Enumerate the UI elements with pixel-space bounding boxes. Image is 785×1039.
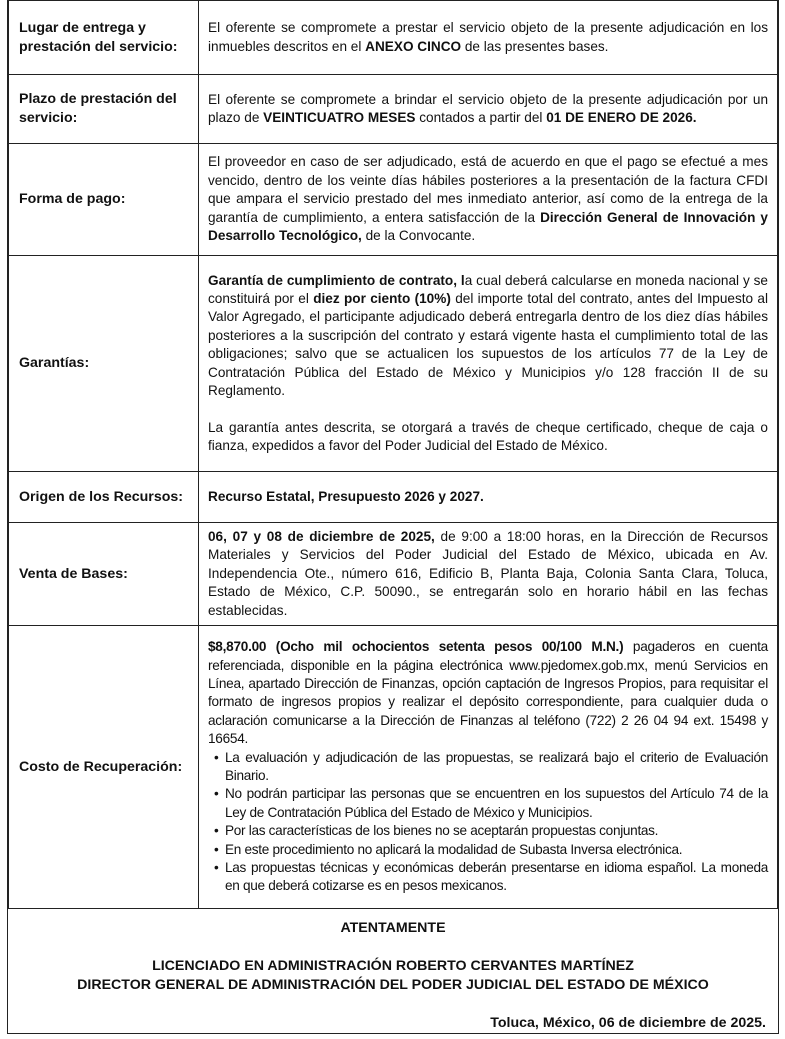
bold-text: ANEXO CINCO [365,38,462,54]
bold-text: VEINTICUATRO MESES [263,110,416,125]
label-venta: Venta de Bases: [9,523,199,626]
bold-text: diez por ciento (10%) [313,291,451,307]
text: pagaderos en cuenta referenciada, disponible en la página electrónica www.pjedomex.gob.mx, menú Servicios en Línea, apartado Dirección de Finanzas, opción captación de Ingresos Propios, para requisitar el formato de ingresos propios y realizar el depósito correspondiente, para cualquier duda o aclaración comunicarse a la Dirección de Finanzas al teléfono (722) 2 26 04 94 ext. 15498 y 16654. [208,639,768,747]
value-plazo [199,75,778,144]
text: del importe total del contrato, antes del Impuesto al Valor Agregado, el participante adjudicado deberá entregarla dentro de los diez días hábiles posteriores a la suscripción del contrato y estará vigente hasta el cumplimiento total de las obligaciones; salvo que se actualicen los supuestos de los artículos 77 de la Ley de Contratación Pública del Estado de México y Municipios y/o 128 fracción II de su Reglamento. [208,291,768,399]
bold-text: Garantía de cumplimiento de contrato, l [208,272,465,288]
text: contados a partir del [415,110,547,125]
costo-bullet-list [208,749,768,896]
text: El proveedor en caso de ser adjudicado, está de acuerdo en que el pago se efectué a mes vencido, dentro de los veinte días hábiles posteriores a la presentación de la factura CFDI que ampara el servicio prestado del mes inmediato anterior, así como de la entrega de la garantía de cumplimiento, a entera satisfacción de la [208,154,768,225]
costo-paragraph [208,638,768,748]
text: El oferente se compromete a brindar el servicio objeto de la presente adjudicación por un plazo de [208,91,768,125]
row-venta [9,523,778,626]
label-costo: Costo de Recuperación: [9,626,199,909]
value-garantias [199,256,778,472]
list-item: • No podrán participar las personas que se encuentren en los supuestos del Artículo 74 de la Ley de Contratación Pública del Estado de México y Municipios. [208,785,768,822]
value-costo [199,626,778,909]
text: a cual deberá calcularse en moneda nacional y se constituirá por el [208,272,768,307]
row-lugar [9,1,778,75]
row-origen [9,472,778,523]
closing-text: ATENTAMENTE [340,920,446,936]
text: de la Convocante. [361,228,476,244]
text: El oferente se compromete a prestar el servicio objeto de la presente adjudicación en los inmuebles descritos en el [208,20,768,54]
list-item: • Las propuestas técnicas y económicas deberán presentarse en idioma español. La moneda en que deberá cotizarse es en pesos mexicanos. [208,859,768,896]
row-costo [9,626,778,909]
label-plazo: Plazo de prestación del servicio: [9,75,199,144]
text: de las presentes bases. [461,38,609,54]
list-item: • En este procedimiento no aplicará la modalidad de Subasta Inversa electrónica. [208,841,768,859]
value-venta [199,523,778,626]
label-lugar: Lugar de entrega y prestación del servicio: [9,1,199,75]
label-garantias: Garantías: [9,256,199,472]
signer-name: LICENCIADO EN ADMINISTRACIÓN ROBERTO CERVANTES MARTÍNEZ [152,958,634,975]
garantias-paragraph-2: La garantía antes descrita, se otorgará a través de cheque certificado, cheque de caja o fianza, expedidos a favor del Poder Judicial del Estado de México. [208,419,768,453]
value-lugar [199,1,778,75]
row-garantias [9,256,778,472]
bold-text: Dirección General de Innovación y Desarrollo Tecnológico, [208,209,768,244]
list-item: • Por las características de los bienes no se aceptarán propuestas conjuntas. [208,822,768,840]
text: de 9:00 a 18:00 horas, en la Dirección de Recursos Materiales y Servicios del Poder Judicial del Estado de México, ubicada en Av. Independencia Ote., número 616, Edificio B, Planta Baja, Colonia Santa Clara, Toluca, Estado de México, C.P. 50090., se entregarán solo en horario hábil en las fechas establecidas. [208,528,768,618]
bold-text: 01 DE ENERO DE 2026. [546,110,697,125]
list-item: • La evaluación y adjudicación de las propuestas, se realizará bajo el criterio de Evaluación Binario. [208,749,768,786]
place-date: Toluca, México, 06 de diciembre de 2025. [490,1015,766,1032]
value-origen [199,472,778,523]
label-pago: Forma de pago: [9,144,199,256]
value-pago [199,144,778,256]
bold-text: $8,870.00 (Ocho mil ochocientos setenta pesos 00/100 M.N.) [208,639,624,655]
bases-table [8,0,778,909]
signature-block [8,909,778,994]
document-page [7,0,779,1034]
garantias-paragraph-1 [208,272,768,401]
signer-title: DIRECTOR GENERAL DE ADMINISTRACIÓN DEL PODER JUDICIAL DEL ESTADO DE MÉXICO [77,977,709,993]
row-plazo [9,75,778,144]
bold-text: Recurso Estatal, Presupuesto 2026 y 2027. [208,488,484,504]
label-origen: Origen de los Recursos: [9,472,199,523]
row-pago [9,144,778,256]
bold-text: 06, 07 y 08 de diciembre de 2025, [208,528,435,544]
